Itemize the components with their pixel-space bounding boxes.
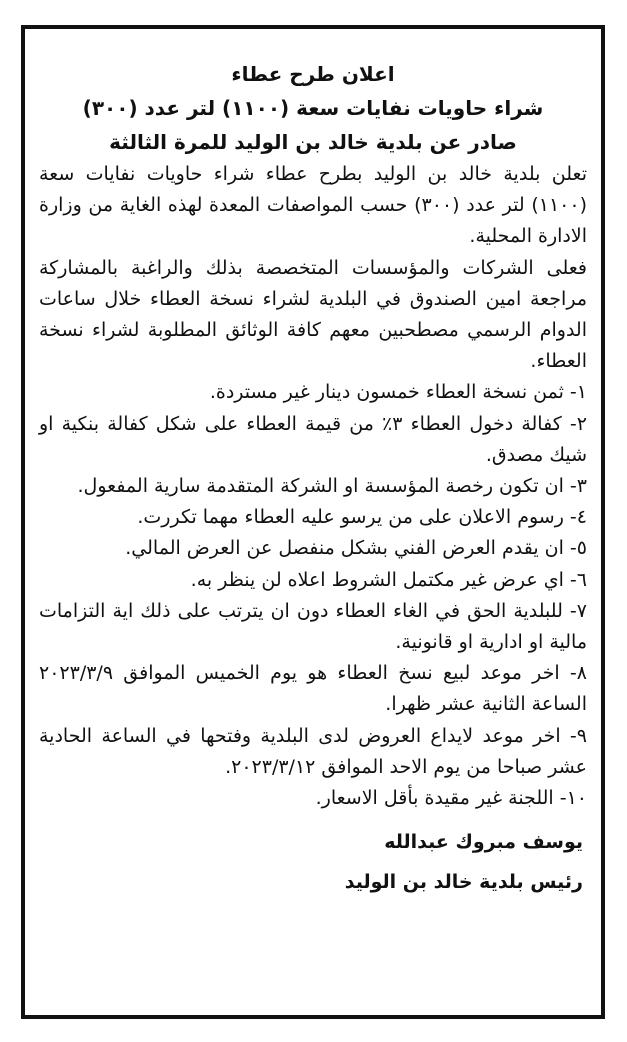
conditions-list [39,377,587,814]
condition-item: ٤- رسوم الاعلان على من يرسو عليه العطاء مهما تكررت. [137,506,587,529]
announcement-title: اعلان طرح عطاء [231,62,395,86]
condition-item: ٦- اي عرض غير مكتمل الشروط اعلاه لن ينظر به. [190,568,587,591]
condition-item: ٩- اخر موعد لايداع العروض لدى البلدية وفتحها في الساعة الحادية عشر صباحا من يوم الاحد الموافق ٢٠٢٣/٣/١٢. [39,724,587,778]
condition-item: ٧- للبلدية الحق في الغاء العطاء دون ان يترتب على ذلك اية التزامات مالية او ادارية او قانونية. [39,599,587,654]
condition-item: ١٠- اللجنة غير مقيدة بأقل الاسعار. [315,787,587,810]
condition-item: ٨- اخر موعد لبيع نسخ العطاء هو يوم الخميس الموافق ٢٠٢٣/٣/٩ الساعة الثانية عشر ظهرا. [39,662,587,716]
signatory-name: يوسف مبروك عبدالله [384,831,583,854]
signature-block [39,822,587,902]
intro-paragraph: تعلن بلدية خالد بن الوليد بطرح عطاء شراء حاويات نفايات سعة (١١٠٠) لتر عدد (٣٠٠) حسب المواصفات المعدة لهذه الغاية من وزارة الادارة المحلية. [39,163,587,248]
signatory-position: رئيس بلدية خالد بن الوليد [344,871,583,894]
announcement-subtitle: شراء حاويات نفايات سعة (١١٠٠) لتر عدد (٣٠٠) [82,96,544,120]
announcement-issuer: صادر عن بلدية خالد بن الوليد للمرة الثالثة [109,130,517,154]
announcement-header [39,57,587,159]
condition-item: ١- ثمن نسخة العطاء خمسون دينار غير مستردة. [209,381,587,404]
invitation-paragraph: فعلى الشركات والمؤسسات المتخصصة بذلك والراغبة بالمشاركة مراجعة امين الصندوق في البلدية لشراء نسخة العطاء خلال ساعات الدوام الرسمي مصطحبين معهم كافة الوثائق المطلوبة لشراء نسخة العطاء. [39,256,587,373]
condition-item: ٢- كفالة دخول العطاء ٣٪ من قيمة العطاء على شكل كفالة بنكية او شيك مصدق. [39,412,587,466]
condition-item: ٣- ان تكون رخصة المؤسسة او الشركة المتقدمة سارية المفعول. [77,475,587,498]
condition-item: ٥- ان يقدم العرض الفني بشكل منفصل عن العرض المالي. [125,537,587,560]
announcement-frame [21,25,605,1019]
